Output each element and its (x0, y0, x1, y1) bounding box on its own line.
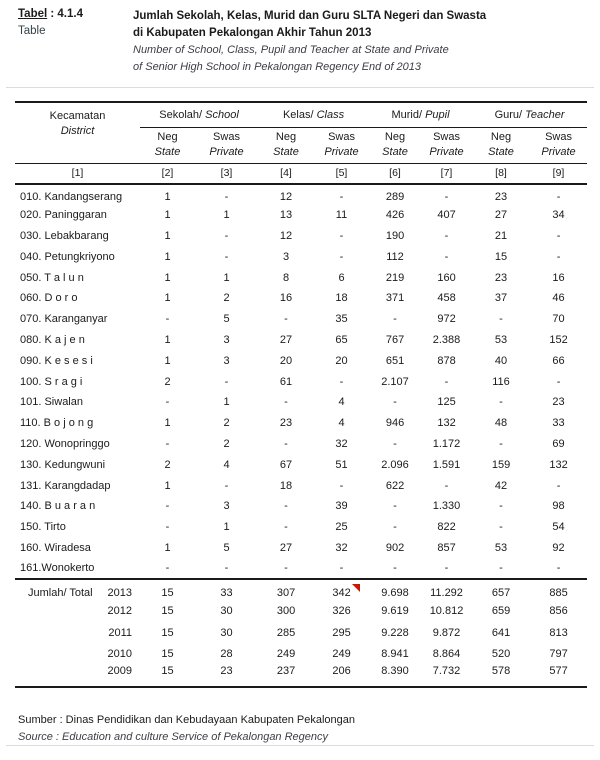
value-cell: 1 (164, 417, 171, 430)
group-header-school (140, 102, 258, 127)
value-cell: 1 (164, 354, 171, 367)
value-cell: 407 (437, 209, 456, 222)
value-cell: 8 (282, 271, 290, 284)
value-cell: 1 (223, 271, 230, 284)
total-value-cell: 300 (276, 605, 296, 618)
column-number: [3] (195, 163, 258, 184)
column-number: [6] (369, 163, 421, 184)
total-label-cell (15, 579, 140, 601)
value-cell: - (224, 250, 229, 263)
value-cell: 34 (552, 209, 565, 222)
value-cell: 15 (494, 250, 508, 263)
district-name: 140. B u a r a n (20, 500, 96, 513)
value-cell: 2 (164, 375, 171, 388)
total-value-cell: 295 (332, 626, 351, 639)
source-english: Source : Education and culture Service of Pekalongan Regency (18, 730, 329, 743)
total-value-cell: 23 (195, 665, 258, 687)
district-name: 160. Wiradesa (20, 541, 91, 554)
value-cell: 160 (437, 271, 456, 284)
total-row (15, 579, 587, 601)
total-value-cell: 33 (195, 579, 258, 601)
value-cell: - (499, 396, 503, 409)
value-cell: - (499, 437, 503, 450)
total-value-cell: 30 (220, 626, 233, 639)
value-cell: - (556, 375, 561, 388)
page-divider (6, 745, 594, 746)
value-cell: 13 (279, 209, 293, 222)
subheader-state: Neg State (488, 130, 514, 158)
value-cell: - (499, 500, 503, 513)
total-year: 2012 (107, 605, 132, 618)
district-name: 020. Paninggaran (20, 209, 107, 222)
total-value-cell: 15 (140, 665, 195, 687)
value-cell: - (165, 313, 170, 326)
value-cell: 5 (223, 313, 230, 326)
column-number: [7] (421, 163, 472, 184)
value-cell: 54 (552, 521, 565, 534)
value-cell: 37 (494, 292, 508, 305)
column-number: [9] (530, 163, 587, 184)
table-row (15, 538, 587, 559)
value-cell: 1.591 (432, 458, 461, 471)
value-cell: 23 (552, 396, 565, 409)
value-cell: 3 (223, 354, 230, 367)
group-label-en: School (205, 108, 239, 121)
value-cell: 48 (494, 417, 508, 430)
total-value-cell: 249 (276, 648, 296, 661)
value-cell: 40 (494, 354, 508, 367)
value-cell: - (556, 562, 561, 575)
group-label-id: Sekolah/ (159, 108, 203, 121)
total-value-cell: 10.812 (429, 605, 464, 618)
column-number: [1] (15, 163, 140, 184)
total-value-cell: 657 (472, 579, 530, 601)
group-label-id: Kelas/ (282, 108, 314, 121)
total-label: Jumlah/ Total (28, 587, 93, 600)
table-row (15, 267, 587, 288)
value-cell: - (393, 313, 397, 326)
value-cell: - (284, 562, 288, 575)
value-cell: 152 (549, 333, 568, 346)
district-name: 100. S r a g i (20, 375, 83, 388)
value-cell: 3 (223, 333, 230, 346)
column-number-row (15, 163, 587, 184)
value-cell: - (499, 521, 503, 534)
value-cell: 1 (164, 250, 171, 263)
value-cell: - (165, 521, 170, 534)
group-header-class (258, 102, 369, 127)
value-cell: 3 (282, 250, 290, 263)
value-cell: 53 (494, 541, 508, 554)
value-cell: 32 (335, 541, 348, 554)
district-name: 110. B o j o n g (20, 417, 94, 430)
title-line-1: Jumlah Sekolah, Kelas, Murid dan Guru SLTA Negeri dan Swasta (133, 10, 487, 22)
value-cell: - (444, 479, 449, 492)
total-year: 2011 (108, 626, 132, 639)
value-cell: - (339, 229, 344, 242)
district-name: 050. T a l u n (20, 271, 84, 284)
value-cell: - (444, 375, 449, 388)
value-cell: - (499, 562, 503, 575)
value-cell: - (284, 396, 288, 409)
table-row (15, 246, 587, 267)
total-value-cell: 577 (530, 665, 587, 687)
value-cell: - (556, 250, 561, 263)
district-name: 161.Wonokerto (20, 562, 95, 575)
total-value-cell: 15 (161, 605, 174, 618)
group-label-en: Class (316, 108, 345, 121)
value-cell: 27 (279, 333, 293, 346)
total-value-cell: 520 (491, 648, 511, 661)
district-name: 060. D o r o (20, 292, 78, 305)
value-cell: - (393, 396, 397, 409)
value-cell: 2.107 (381, 375, 409, 388)
value-cell: 1 (164, 333, 171, 346)
subheader-private: Swas Private (429, 130, 464, 158)
district-name: 030. Lebakbarang (20, 229, 109, 242)
value-cell: - (339, 191, 344, 204)
district-name: 101. Siwalan (20, 396, 83, 409)
subheader-state: Neg State (154, 130, 181, 158)
statistics-table (15, 101, 587, 688)
value-cell: 2 (164, 458, 171, 471)
value-cell: - (165, 437, 170, 450)
value-cell: 27 (279, 541, 293, 554)
table-word-english: Table (18, 25, 46, 37)
value-cell: 767 (385, 333, 405, 346)
value-cell: 1 (164, 229, 171, 242)
table-row (15, 288, 587, 309)
value-cell: - (165, 500, 170, 513)
value-cell: 1 (223, 521, 230, 534)
page-divider (6, 87, 594, 88)
value-cell: 12 (279, 229, 293, 242)
value-cell: 902 (385, 541, 405, 554)
total-label-cell (15, 622, 140, 644)
value-cell: 69 (552, 437, 565, 450)
value-cell: 21 (494, 229, 508, 242)
value-cell: 458 (437, 292, 456, 305)
total-value-cell: 285 (276, 626, 296, 639)
value-cell: 4 (338, 417, 345, 430)
total-value-cell: 28 (220, 648, 233, 661)
total-value-cell: 206 (314, 665, 369, 687)
value-cell: - (393, 521, 397, 534)
value-cell: - (393, 437, 397, 450)
total-row (15, 665, 587, 687)
value-cell: 20 (279, 354, 293, 367)
value-cell: 972 (437, 313, 456, 326)
group-header-row (15, 102, 587, 127)
value-cell: - (556, 479, 561, 492)
value-cell: 132 (437, 417, 456, 430)
district-name: 090. K e s e s i (20, 354, 93, 367)
value-cell: - (284, 500, 288, 513)
column-number: [4] (258, 163, 314, 184)
total-value-cell: 15 (140, 579, 195, 601)
value-cell: - (444, 191, 449, 204)
value-cell: 33 (552, 417, 565, 430)
table-row (15, 475, 587, 496)
total-label-cell (15, 644, 140, 666)
column-number: [8] (472, 163, 530, 184)
table-row (15, 350, 587, 371)
value-cell: 46 (552, 292, 565, 305)
value-cell: 12 (279, 191, 293, 204)
total-value-cell: 15 (161, 648, 174, 661)
value-cell: 5 (223, 541, 230, 554)
value-cell: 92 (552, 541, 565, 554)
district-header-id: Kecamatan (49, 110, 106, 122)
value-cell: - (339, 375, 344, 388)
district-name: 070. Karanganyar (20, 313, 108, 326)
table-row (15, 413, 587, 434)
value-cell: 18 (335, 292, 348, 305)
column-number: [2] (140, 163, 195, 184)
value-cell: - (556, 191, 561, 204)
value-cell: 23 (279, 417, 293, 430)
value-cell: 61 (279, 375, 293, 388)
total-value-cell: 578 (472, 665, 530, 687)
value-cell: 1 (164, 479, 171, 492)
value-cell: - (339, 479, 344, 492)
group-label-en: Teacher (525, 108, 565, 121)
total-value-cell: 9.872 (432, 626, 461, 639)
page-title (133, 8, 486, 76)
value-cell: 857 (437, 541, 456, 554)
value-cell: 4 (223, 458, 230, 471)
value-cell: 32 (335, 437, 348, 450)
red-comment-marker-icon (352, 584, 360, 592)
district-name: 131. Karangdadap (20, 479, 111, 492)
value-cell: 946 (385, 417, 405, 430)
value-cell: 426 (385, 209, 405, 222)
value-cell: 2.388 (432, 333, 461, 346)
value-cell: - (556, 229, 561, 242)
value-cell: 622 (385, 479, 405, 492)
total-value-cell: 326 (332, 605, 351, 618)
group-label-en: Pupil (425, 108, 450, 121)
value-cell: - (224, 375, 229, 388)
table-number-block (18, 8, 133, 76)
value-cell: - (224, 562, 229, 575)
value-cell: - (339, 562, 344, 575)
total-value-cell: 8.941 (381, 648, 409, 661)
total-value-cell: 9.228 (381, 626, 409, 639)
value-cell: 65 (335, 333, 348, 346)
table-number: : 4.1.4 (47, 8, 83, 20)
table-row (15, 558, 587, 579)
value-cell: - (444, 229, 449, 242)
total-year: 2013 (107, 587, 132, 600)
value-cell: 70 (552, 313, 565, 326)
value-cell: 1.330 (432, 500, 461, 513)
value-cell: 1 (164, 191, 171, 204)
value-cell: - (224, 479, 229, 492)
table-row (15, 309, 587, 330)
total-value-cell: 30 (220, 605, 233, 618)
value-cell: 190 (385, 229, 405, 242)
value-cell: 2 (223, 292, 230, 305)
value-cell: 2.096 (381, 458, 409, 471)
value-cell: 35 (335, 313, 348, 326)
value-cell: - (444, 562, 449, 575)
value-cell: 42 (494, 479, 508, 492)
value-cell: 1 (164, 541, 171, 554)
total-row (15, 622, 587, 644)
value-cell: 125 (437, 396, 456, 409)
value-cell: - (444, 250, 449, 263)
district-column-header (15, 102, 140, 163)
value-cell: - (393, 500, 397, 513)
value-cell: 23 (494, 191, 508, 204)
value-cell: 1 (164, 271, 171, 284)
value-cell: 371 (385, 292, 405, 305)
subtitle-line-1: Number of School, Class, Pupil and Teacher at State and Private (133, 44, 449, 56)
subtitle-line-2: of Senior High School in Pekalongan Regency End of 2013 (133, 61, 422, 73)
value-cell: 2 (223, 437, 230, 450)
total-label-cell (15, 601, 140, 623)
district-name: 130. Kedungwuni (20, 458, 106, 471)
total-value-cell: 249 (332, 648, 351, 661)
table-number-label (18, 8, 133, 20)
table-row (15, 454, 587, 475)
total-value-cell: 885 (530, 579, 587, 601)
total-row (15, 601, 587, 623)
value-cell: 53 (494, 333, 508, 346)
district-name: 150. Tirto (20, 521, 66, 534)
table-row (15, 496, 587, 517)
value-cell: 3 (223, 500, 230, 513)
value-cell: - (284, 437, 288, 450)
value-cell: 18 (279, 479, 293, 492)
value-cell: 16 (279, 292, 293, 305)
total-value-cell: 9.619 (381, 605, 409, 618)
value-cell: 651 (385, 354, 405, 367)
value-cell: 66 (552, 354, 565, 367)
subheader-private: Swas Private (541, 130, 576, 158)
district-header-en: District (60, 125, 95, 137)
value-cell: 1 (164, 209, 171, 222)
total-value-cell: 11.292 (421, 579, 472, 601)
total-value-cell: 307 (258, 579, 314, 601)
value-cell: - (393, 562, 397, 575)
value-cell: 11 (335, 209, 348, 222)
title-line-2: di Kabupaten Pekalongan Akhir Tahun 2013 (133, 27, 372, 39)
table-row (15, 226, 587, 247)
value-cell: 98 (552, 500, 565, 513)
value-cell: 16 (552, 271, 565, 284)
value-cell: 20 (335, 354, 348, 367)
value-cell: 25 (335, 521, 348, 534)
district-name: 080. K a j e n (20, 333, 85, 346)
table-row (15, 330, 587, 351)
value-cell: - (284, 313, 288, 326)
district-name: 120. Wonopringgo (20, 437, 110, 450)
value-cell: - (224, 191, 229, 204)
total-value-cell: 237 (258, 665, 314, 687)
value-cell: 67 (279, 458, 293, 471)
value-cell: 116 (492, 375, 510, 388)
value-cell: 219 (385, 271, 405, 284)
subheader-private: Swas Private (209, 130, 244, 158)
total-year: 2010 (107, 648, 132, 661)
total-label-cell (15, 665, 140, 687)
total-value-cell: 856 (549, 605, 568, 618)
total-value-cell: 659 (491, 605, 511, 618)
source-indonesian: Sumber : Dinas Pendidikan dan Kebudayaan Kabupaten Pekalongan (18, 714, 355, 726)
district-name: 010. Kandangserang (20, 191, 123, 204)
total-row (15, 644, 587, 666)
value-cell: 51 (335, 458, 348, 471)
table-row (15, 371, 587, 392)
value-cell: - (165, 396, 170, 409)
value-cell: 878 (437, 354, 456, 367)
group-header-teacher (472, 102, 587, 127)
value-cell: 1 (223, 209, 230, 222)
group-label-id: Guru/ (494, 108, 523, 121)
value-cell: 39 (335, 500, 348, 513)
value-cell: 1.172 (432, 437, 461, 450)
table-word: Tabel (18, 8, 48, 20)
source-note (18, 712, 355, 745)
value-cell: - (165, 562, 170, 575)
total-value-cell: 342 (314, 579, 369, 601)
value-cell: 2 (223, 417, 230, 430)
total-value-cell: 15 (161, 626, 174, 639)
total-value-cell: 7.732 (421, 665, 472, 687)
value-cell: - (224, 229, 229, 242)
table-row (15, 184, 587, 205)
value-cell: 1 (164, 292, 171, 305)
table-row (15, 205, 587, 226)
subheader-state: Neg State (273, 130, 299, 158)
value-cell: 289 (385, 191, 405, 204)
column-number: [5] (314, 163, 369, 184)
total-value-cell: 8.864 (432, 648, 461, 661)
value-cell: 27 (494, 209, 508, 222)
group-header-pupil (369, 102, 472, 127)
total-value-cell: 797 (549, 648, 568, 661)
total-value-cell: 641 (491, 626, 511, 639)
total-year: 2009 (107, 665, 132, 678)
value-cell: 822 (437, 521, 456, 534)
table-row (15, 517, 587, 538)
value-cell: 1 (223, 396, 230, 409)
table-row (15, 434, 587, 455)
subheader-state: Neg State (382, 130, 408, 158)
value-cell: 132 (549, 458, 568, 471)
total-value-cell: 9.698 (369, 579, 421, 601)
value-cell: 23 (494, 271, 508, 284)
total-value-cell: 8.390 (369, 665, 421, 687)
value-cell: 112 (386, 250, 404, 263)
table-header-block (18, 8, 592, 76)
value-cell: 159 (491, 458, 511, 471)
value-cell: 4 (338, 396, 345, 409)
value-cell: - (284, 521, 288, 534)
total-value-cell: 813 (549, 626, 568, 639)
group-label-id: Murid/ (391, 108, 423, 121)
value-cell: - (499, 313, 503, 326)
value-cell: - (339, 250, 344, 263)
table-row (15, 392, 587, 413)
district-name: 040. Petungkriyono (20, 250, 115, 263)
subheader-private: Swas Private (324, 130, 359, 158)
value-cell: 6 (338, 271, 345, 284)
